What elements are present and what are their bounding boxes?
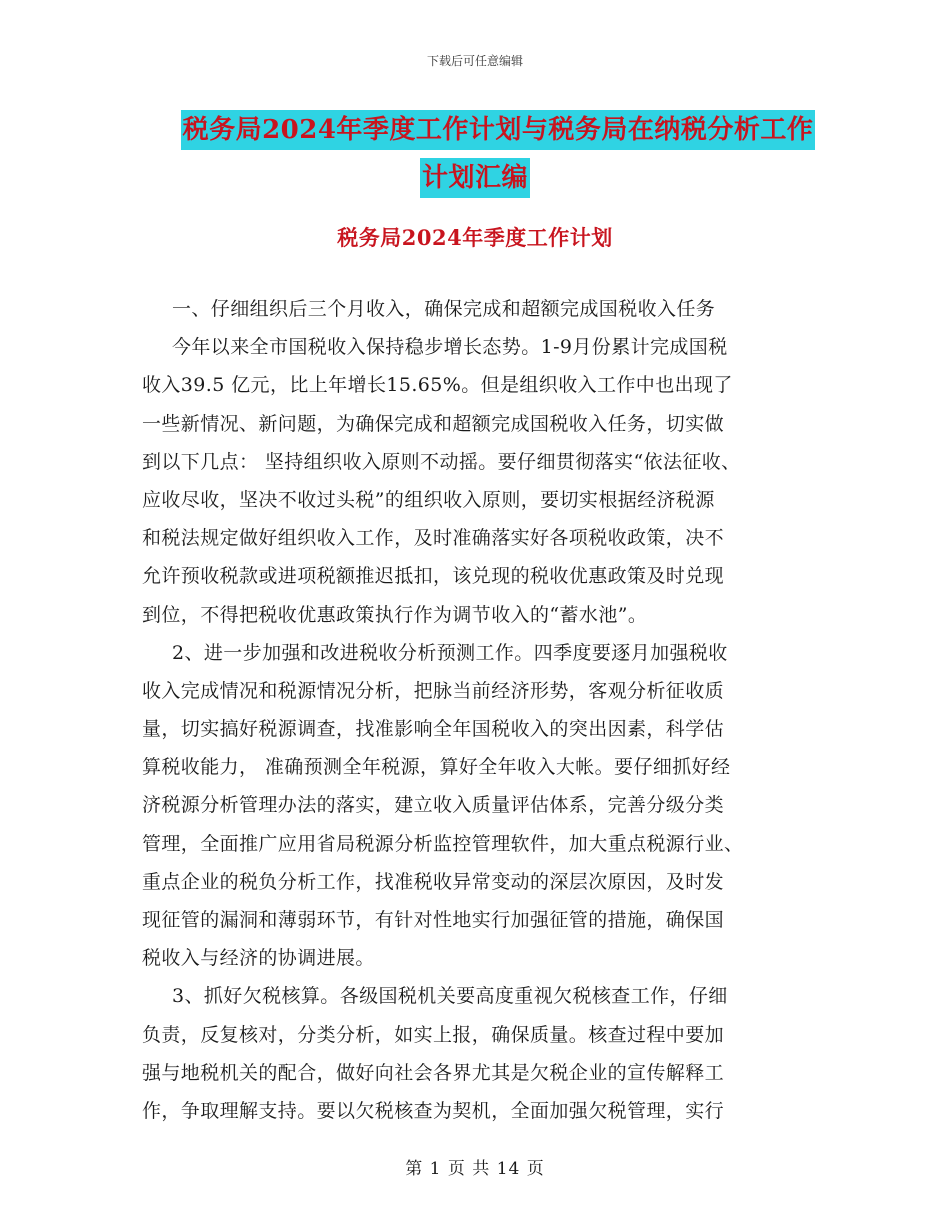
text-line: 负责，反复核对，分类分析，如实上报，确保质量。核查过程中要加 <box>142 1023 725 1046</box>
text-line: 应收尽收，坚决不收过头税”的组织收入原则，要切实根据经济税源 <box>142 488 715 511</box>
text-line: 量，切实搞好税源调查，找准影响全年国税收入的突出因素，科学估 <box>142 718 725 741</box>
text-line: 允许预收税款或进项税额推迟抵扣，该兑现的税收优惠政策及时兑现 <box>142 565 725 588</box>
document-title <box>0 110 950 198</box>
text-line: 收入39.5 亿元，比上年增长15.65%。但是组织收入工作中也出现了 <box>142 374 733 397</box>
text-line: 3、抓好欠税核算。各级国税机关要高度重视欠税核查工作，仔细 <box>172 985 728 1008</box>
text-line: 济税源分析管理办法的落实，建立收入质量评估体系，完善分级分类 <box>142 794 725 817</box>
document-title-line-2: 计划汇编 <box>420 158 530 198</box>
text-line: 管理，全面推广应用省局税源分析监控管理软件，加大重点税源行业、 <box>142 832 744 855</box>
text-line: 2、进一步加强和改进税收分析预测工作。四季度要逐月加强税收 <box>172 641 728 664</box>
text-line: 重点企业的税负分析工作，找准税收异常变动的深层次原因，及时发 <box>142 870 725 893</box>
page-footer: 第 1 页 共 14 页 <box>405 1159 545 1179</box>
text-line: 现征管的漏洞和薄弱环节，有针对性地实行加强征管的措施，确保国 <box>142 909 725 931</box>
text-line: 税收入与经济的协调进展。 <box>142 947 375 970</box>
document-title-line-1: 税务局2024年季度工作计划与税务局在纳税分析工作 <box>181 110 816 150</box>
text-line: 今年以来全市国税收入保持稳步增长态势。1-9月份累计完成国税 <box>172 336 728 359</box>
text-line: 一、仔细组织后三个月收入，确保完成和超额完成国税收入任务 <box>172 298 716 320</box>
text-line: 收入完成情况和税源情况分析，把脉当前经济形势，客观分析征收质 <box>142 679 725 702</box>
body-text <box>142 290 808 1130</box>
text-line: 算税收能力， 准确预测全年税源，算好全年收入大帐。要仔细抓好经 <box>142 756 731 779</box>
text-line: 一些新情况、新问题，为确保完成和超额完成国税收入任务，切实做 <box>142 412 725 435</box>
text-line: 强与地税机关的配合，做好向社会各界尤其是欠税企业的宣传解释工 <box>142 1061 725 1084</box>
text-line: 到位，不得把税收优惠政策执行作为调节收入的“蓄水池”。 <box>142 603 648 626</box>
header-note: 下载后可任意编辑 <box>426 54 523 68</box>
text-line: 作，争取理解支持。要以欠税核查为契机，全面加强欠税管理，实行 <box>142 1099 725 1122</box>
section-title: 税务局2024年季度工作计划 <box>337 225 613 250</box>
text-line: 和税法规定做好组织收入工作，及时准确落实好各项税收政策，决不 <box>142 527 725 550</box>
text-line: 到以下几点： 坚持组织收入原则不动摇。要仔细贯彻落实“依法征收、 <box>142 450 741 473</box>
